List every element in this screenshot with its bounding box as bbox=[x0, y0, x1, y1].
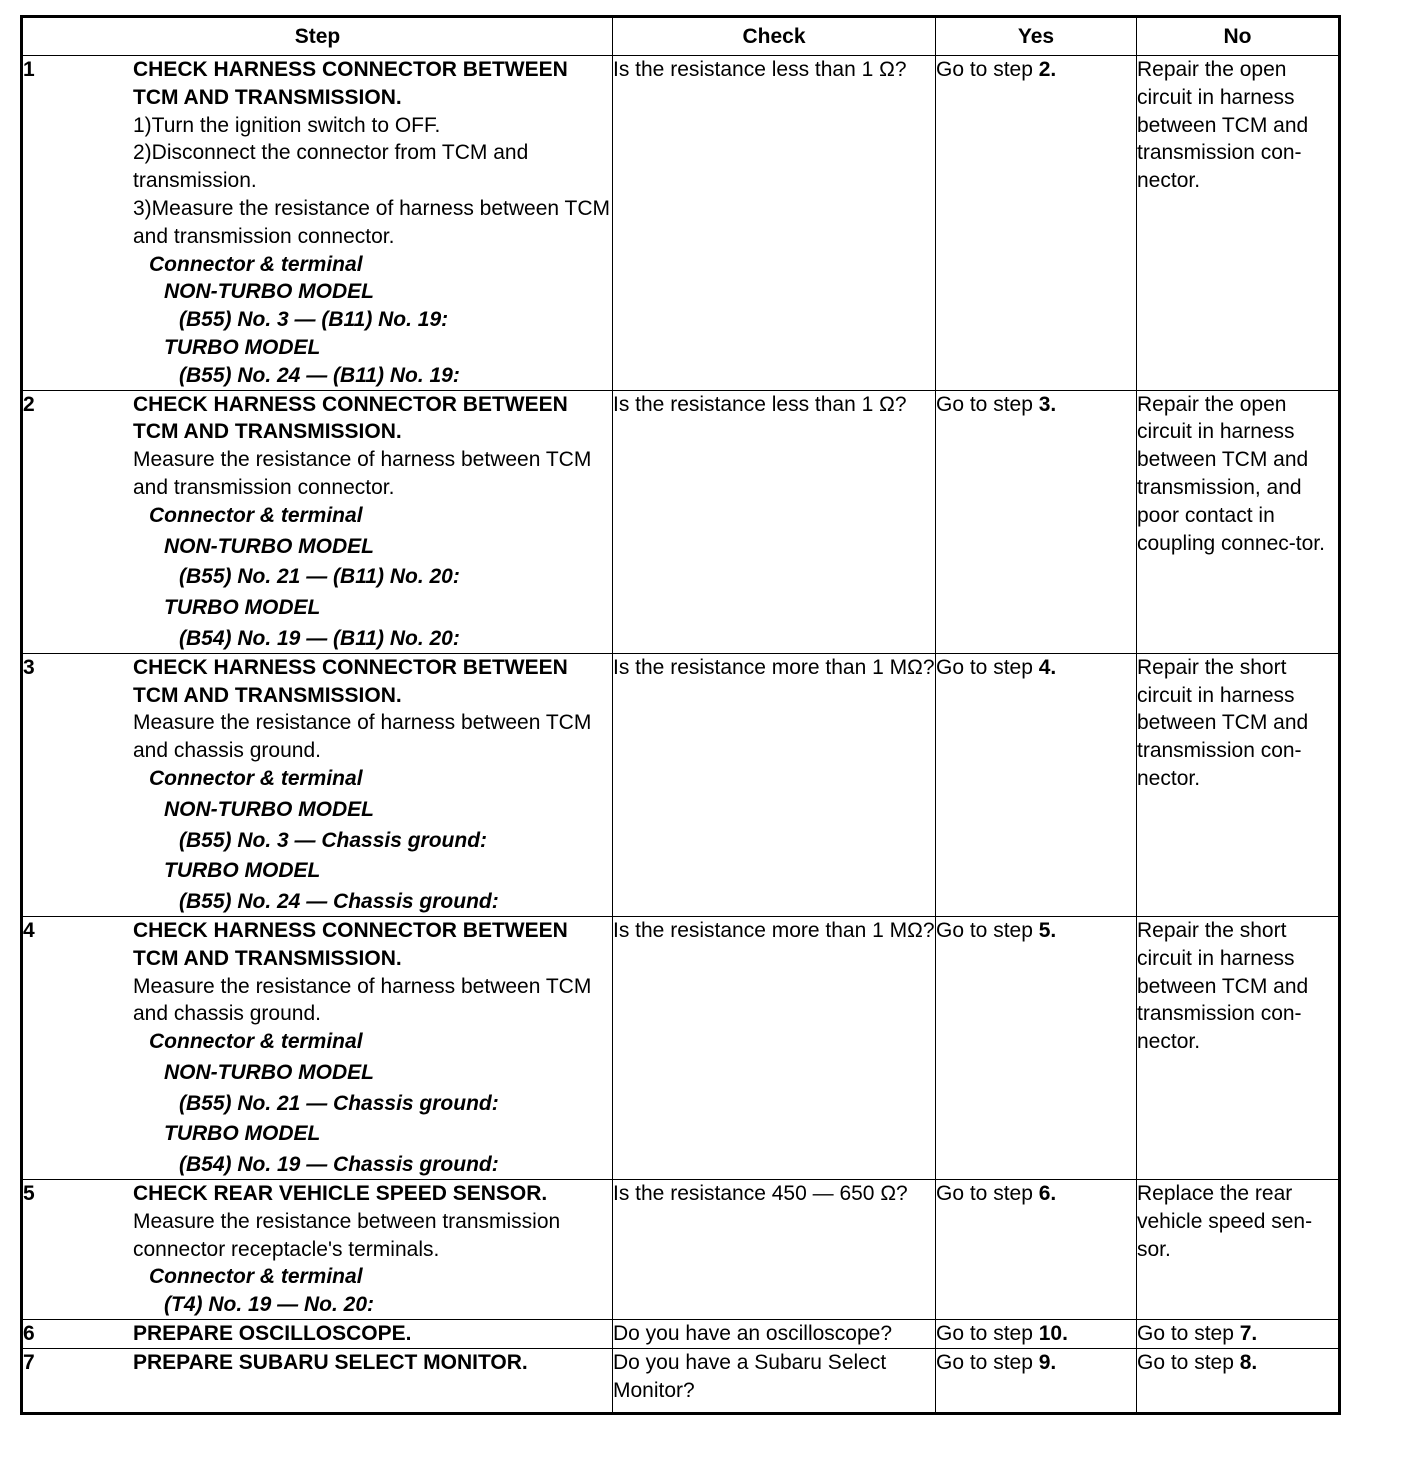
model-label: TURBO MODEL bbox=[164, 596, 321, 620]
model-label: NON-TURBO MODEL bbox=[164, 534, 374, 558]
no-cell: Repair the open circuit in harness between TCM and transmission con-nector. bbox=[1137, 56, 1340, 391]
check-cell: Is the resistance more than 1 MΩ? bbox=[613, 916, 936, 1179]
step-number: 1 bbox=[23, 58, 35, 81]
diagnostic-table bbox=[20, 15, 1341, 1415]
step-title: PREPARE OSCILLOSCOPE. bbox=[133, 1322, 412, 1346]
no-cell: Repair the short circuit in harness between TCM and transmission con-nector. bbox=[1137, 916, 1340, 1179]
no-end: . bbox=[1251, 1322, 1258, 1346]
check-cell: Is the resistance 450 — 650 Ω? bbox=[613, 1180, 936, 1320]
header-yes: Yes bbox=[936, 17, 1137, 56]
no-end: . bbox=[1251, 1350, 1258, 1374]
connector-terminal-label: Connector & terminal bbox=[149, 252, 363, 276]
step-title: PREPARE SUBARU SELECT MONITOR. bbox=[133, 1350, 528, 1374]
terminal-spec: (B55) No. 3 — (B11) No. 19: bbox=[179, 308, 449, 332]
table-row bbox=[22, 390, 1340, 653]
step-title: CHECK HARNESS CONNECTOR BETWEEN TCM AND TRANSMISSION. bbox=[133, 58, 568, 109]
model-label: TURBO MODEL bbox=[164, 1122, 321, 1146]
header-step: Step bbox=[22, 17, 613, 56]
model-label: NON-TURBO MODEL bbox=[164, 1060, 374, 1084]
step-instruction: 3)Measure the resistance of harness between TCM and transmission connector. bbox=[133, 196, 611, 248]
check-cell: Is the resistance less than 1 Ω? bbox=[613, 390, 936, 653]
yes-text: Go to step bbox=[936, 1182, 1039, 1206]
no-cell: Replace the rear vehicle speed sen-sor. bbox=[1137, 1180, 1340, 1320]
table-row bbox=[22, 1320, 1340, 1349]
yes-text: Go to step bbox=[936, 1350, 1039, 1374]
check-cell: Do you have a Subaru Select Monitor? bbox=[613, 1348, 936, 1414]
yes-text: Go to step bbox=[936, 1322, 1039, 1346]
yes-step: 2 bbox=[1038, 58, 1051, 81]
connector-terminal-label: Connector & terminal bbox=[149, 503, 363, 527]
check-cell: Do you have an oscilloscope? bbox=[613, 1320, 936, 1349]
step-cell bbox=[22, 390, 613, 653]
step-title: CHECK HARNESS CONNECTOR BETWEEN TCM AND TRANSMISSION. bbox=[133, 918, 568, 970]
no-step: 8 bbox=[1239, 1350, 1252, 1374]
connector-terminal-label: Connector & terminal bbox=[149, 1265, 363, 1289]
step-cell bbox=[22, 653, 613, 916]
step-cell bbox=[22, 56, 613, 391]
step-instruction: Measure the resistance of harness between TCM and chassis ground. bbox=[133, 711, 592, 763]
terminal-spec: (B54) No. 19 — (B11) No. 20: bbox=[179, 626, 460, 650]
step-number: 4 bbox=[23, 918, 35, 942]
no-text: Go to step bbox=[1137, 1350, 1240, 1374]
yes-step: 5 bbox=[1038, 918, 1051, 942]
yes-end: . bbox=[1050, 392, 1057, 416]
yes-text: Go to step bbox=[936, 655, 1039, 679]
step-number: 2 bbox=[23, 392, 35, 416]
yes-step: 6 bbox=[1038, 1182, 1051, 1206]
yes-cell bbox=[936, 653, 1137, 916]
step-instruction: Measure the resistance between transmission connector receptacle's terminals. bbox=[133, 1209, 561, 1261]
connector-terminal-label: Connector & terminal bbox=[149, 766, 363, 790]
step-title: CHECK REAR VEHICLE SPEED SENSOR. bbox=[133, 1182, 548, 1206]
connector-terminal-label: Connector & terminal bbox=[149, 1030, 363, 1054]
step-number: 6 bbox=[23, 1322, 35, 1346]
table-row bbox=[22, 916, 1340, 1179]
step-number: 5 bbox=[23, 1182, 35, 1206]
yes-end: . bbox=[1050, 1350, 1057, 1374]
yes-step: 9 bbox=[1038, 1350, 1051, 1374]
terminal-spec: (B55) No. 24 — (B11) No. 19: bbox=[179, 363, 460, 387]
yes-cell bbox=[936, 390, 1137, 653]
terminal-spec: (B54) No. 19 — Chassis ground: bbox=[179, 1153, 499, 1177]
step-cell bbox=[22, 1320, 613, 1349]
no-cell bbox=[1137, 1348, 1340, 1414]
yes-cell bbox=[936, 1348, 1137, 1414]
step-instruction: 2)Disconnect the connector from TCM and transmission. bbox=[133, 141, 529, 193]
step-number: 3 bbox=[23, 655, 35, 679]
yes-end: . bbox=[1050, 58, 1057, 81]
terminal-spec: (T4) No. 19 — No. 20: bbox=[164, 1293, 375, 1317]
yes-end: . bbox=[1050, 918, 1057, 942]
header-no: No bbox=[1137, 17, 1340, 56]
header-check: Check bbox=[613, 17, 936, 56]
yes-cell bbox=[936, 56, 1137, 391]
yes-step: 10 bbox=[1038, 1322, 1063, 1346]
step-title: CHECK HARNESS CONNECTOR BETWEEN TCM AND TRANSMISSION. bbox=[133, 655, 568, 707]
terminal-spec: (B55) No. 21 — Chassis ground: bbox=[179, 1091, 499, 1115]
terminal-spec: (B55) No. 24 — Chassis ground: bbox=[179, 890, 499, 914]
model-label: TURBO MODEL bbox=[164, 859, 321, 883]
yes-step: 3 bbox=[1038, 392, 1051, 416]
step-instruction: 1)Turn the ignition switch to OFF. bbox=[133, 113, 441, 137]
table-row bbox=[22, 1180, 1340, 1320]
no-text: Go to step bbox=[1137, 1322, 1240, 1346]
table-row bbox=[22, 653, 1340, 916]
table-row bbox=[22, 1348, 1340, 1414]
step-title: CHECK HARNESS CONNECTOR BETWEEN TCM AND TRANSMISSION. bbox=[133, 392, 568, 444]
step-number: 7 bbox=[23, 1350, 35, 1374]
yes-text: Go to step bbox=[936, 58, 1039, 81]
model-label: TURBO MODEL bbox=[164, 335, 321, 359]
terminal-spec: (B55) No. 21 — (B11) No. 20: bbox=[179, 565, 460, 589]
no-cell: Repair the short circuit in harness between TCM and transmission con-nector. bbox=[1137, 653, 1340, 916]
step-instruction: Measure the resistance of harness between TCM and transmission connector. bbox=[133, 448, 592, 499]
yes-step: 4 bbox=[1038, 655, 1051, 679]
step-instruction: Measure the resistance of harness between TCM and chassis ground. bbox=[133, 974, 592, 1026]
yes-end: . bbox=[1050, 655, 1057, 679]
yes-cell bbox=[936, 1180, 1137, 1320]
yes-cell bbox=[936, 1320, 1137, 1349]
yes-end: . bbox=[1050, 1182, 1057, 1206]
check-cell: Is the resistance more than 1 MΩ? bbox=[613, 653, 936, 916]
yes-text: Go to step bbox=[936, 918, 1039, 942]
header-row bbox=[22, 17, 1340, 56]
step-cell bbox=[22, 916, 613, 1179]
check-cell: Is the resistance less than 1 Ω? bbox=[613, 56, 936, 391]
yes-cell bbox=[936, 916, 1137, 1179]
no-cell bbox=[1137, 1320, 1340, 1349]
no-cell: Repair the open circuit in harness between TCM and transmission, and poor contact in coupling connec-tor. bbox=[1137, 390, 1340, 653]
yes-text: Go to step bbox=[936, 392, 1039, 416]
terminal-spec: (B55) No. 3 — Chassis ground: bbox=[179, 828, 488, 852]
model-label: NON-TURBO MODEL bbox=[164, 797, 374, 821]
no-step: 7 bbox=[1239, 1322, 1252, 1346]
model-label: NON-TURBO MODEL bbox=[164, 280, 374, 304]
step-cell bbox=[22, 1348, 613, 1414]
table-row bbox=[22, 56, 1340, 391]
step-cell bbox=[22, 1180, 613, 1320]
yes-end: . bbox=[1062, 1322, 1068, 1346]
